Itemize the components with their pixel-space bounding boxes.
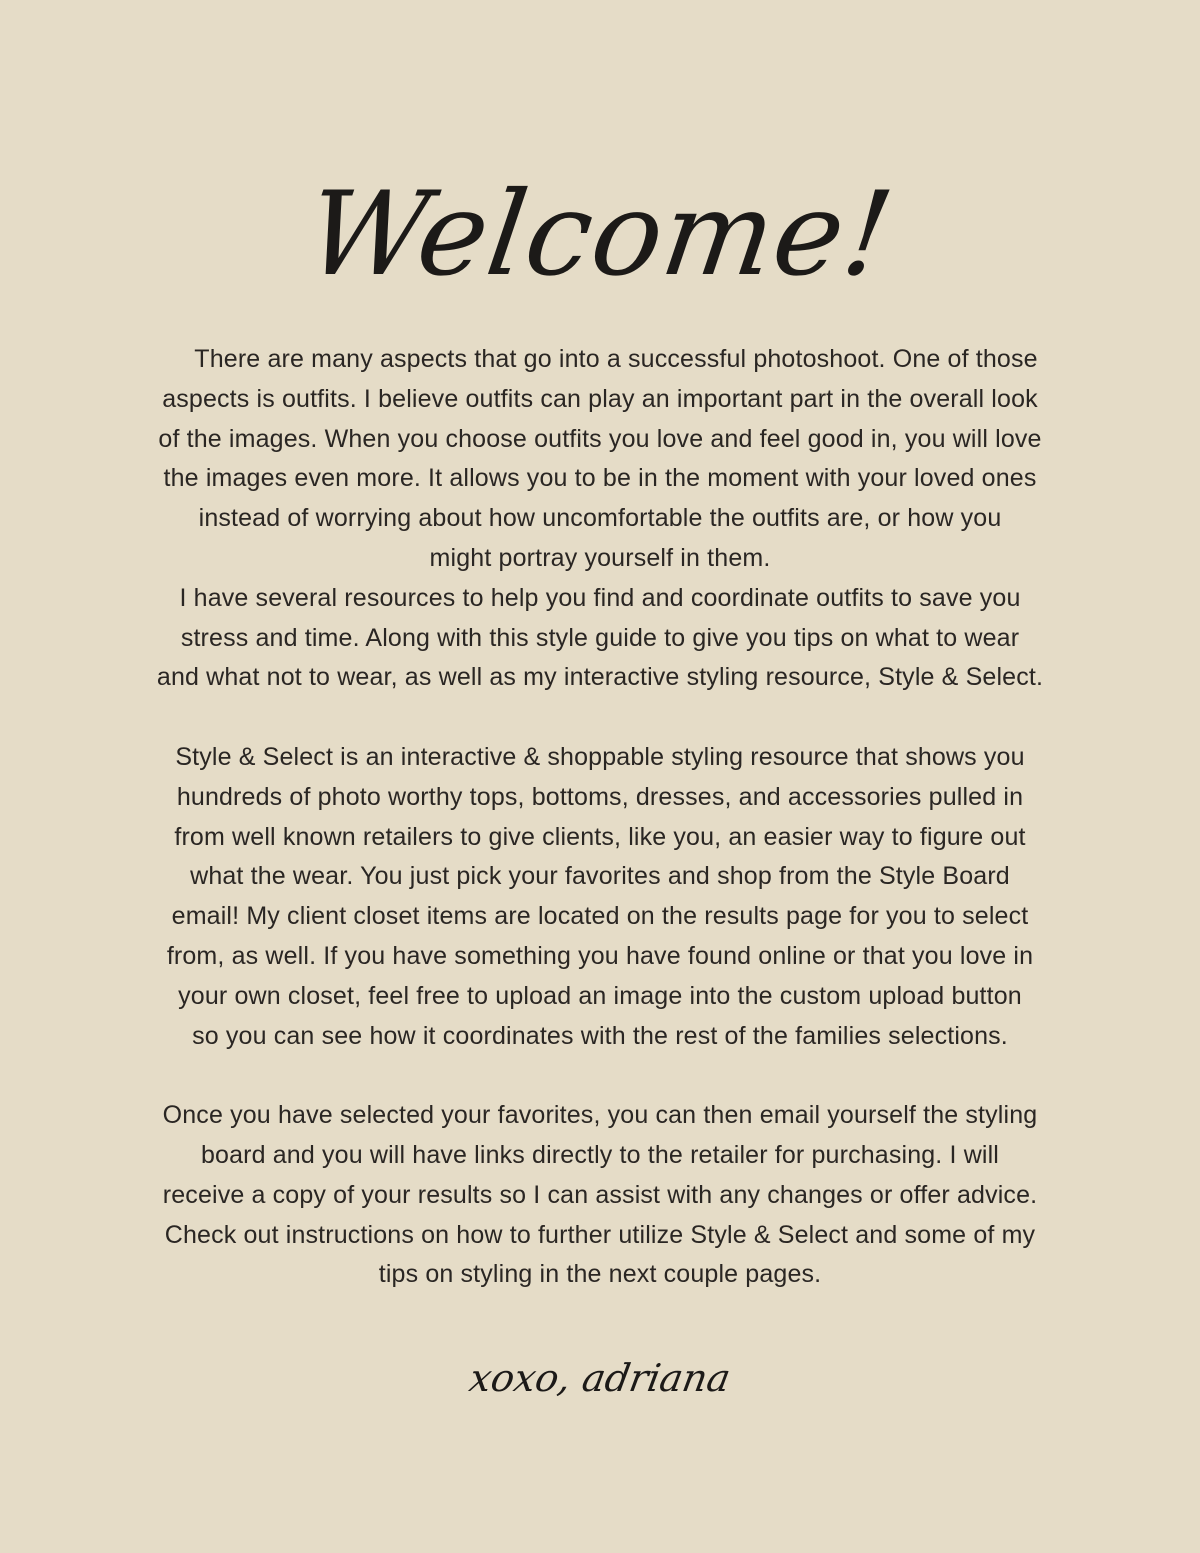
- body-line: Style & Select is an interactive & shoppable styling resource that shows you: [175, 742, 1025, 771]
- body-line: I have several resources to help you find and coordinate outfits to save you: [179, 583, 1021, 612]
- paragraph-intro: [90, 340, 1110, 579]
- body-line: might portray yourself in them.: [429, 543, 771, 572]
- signature: xoxo, adriana: [466, 1356, 734, 1400]
- body-line: instead of worrying about how uncomfortable the outfits are, or how you: [198, 504, 1002, 533]
- paragraph-next-steps: [90, 1096, 1110, 1295]
- body-line: from well known retailers to give clients, like you, an easier way to figure out: [174, 822, 1026, 851]
- body-line: so you can see how it coordinates with the rest of the families selections.: [192, 1021, 1008, 1050]
- body-line: receive a copy of your results so I can assist with any changes or offer advice.: [162, 1180, 1038, 1209]
- body-line: what the wear. You just pick your favorites and shop from the Style Board: [190, 862, 1010, 891]
- paragraph-spacer: [90, 1056, 1110, 1096]
- body-line: aspects is outfits. I believe outfits can play an important part in the overall look: [162, 384, 1038, 413]
- body-line: stress and time. Along with this style guide to give you tips on what to wear: [180, 623, 1020, 652]
- body-line: email! My client closet items are located on the results page for you to select: [171, 902, 1029, 931]
- body-line: Once you have selected your favorites, you can then email yourself the styling: [162, 1101, 1038, 1130]
- body-line: There are many aspects that go into a successful photoshoot. One of those: [194, 345, 1038, 373]
- body-line: and what not to wear, as well as my interactive styling resource, Style & Select.: [156, 663, 1044, 692]
- paragraph-resources: [90, 579, 1110, 698]
- body-line: Check out instructions on how to further utilize Style & Select and some of my: [164, 1220, 1036, 1249]
- body-line: tips on styling in the next couple pages.: [378, 1260, 822, 1289]
- body-line: of the images. When you choose outfits you love and feel good in, you will love: [158, 424, 1042, 453]
- welcome-letter-body: [90, 340, 1110, 1295]
- body-line: your own closet, feel free to upload an image into the custom upload button: [178, 981, 1022, 1010]
- body-line: hundreds of photo worthy tops, bottoms, dresses, and accessories pulled in: [176, 782, 1024, 811]
- body-line: board and you will have links directly to the retailer for purchasing. I will: [200, 1140, 1000, 1169]
- paragraph-spacer: [90, 698, 1110, 738]
- paragraph-style-and-select: [90, 738, 1110, 1056]
- body-line: from, as well. If you have something you have found online or that you love in: [166, 941, 1034, 970]
- page-title: Welcome!: [298, 167, 902, 302]
- body-line: the images even more. It allows you to be in the moment with your loved ones: [163, 464, 1037, 493]
